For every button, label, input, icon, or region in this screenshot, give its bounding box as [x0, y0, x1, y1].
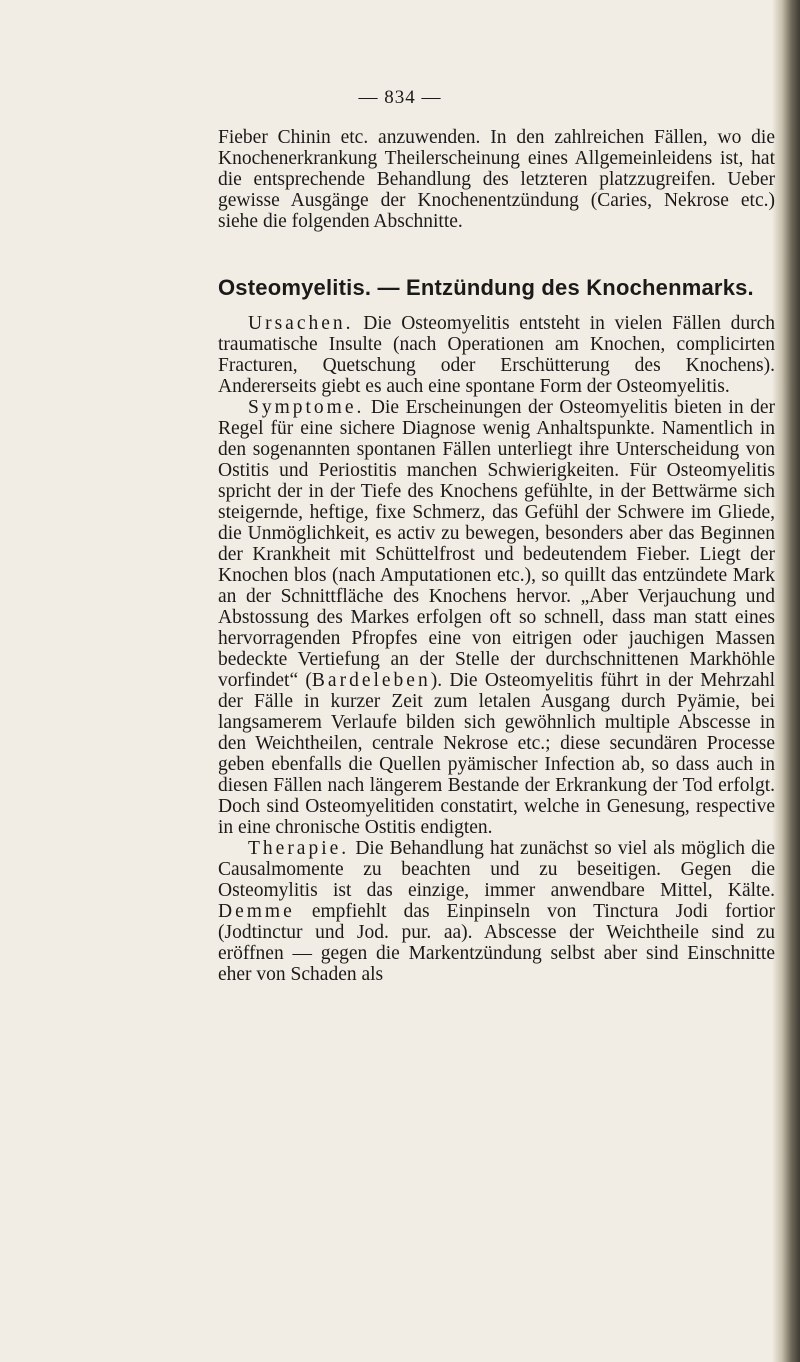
author-bardeleben: Bardeleben — [311, 670, 431, 691]
section-heading: Osteomyelitis. — Entzündung des Knochenmarks. — [218, 275, 754, 300]
text-therapie: Die Behandlung hat zunächst so viel als möglich die Causalmomente zu beachten und zu beseitigen. Gegen die Osteomylitis ist das einzige, immer anwendbare Mittel, Kälte. — [218, 838, 775, 901]
paragraph-ursachen — [218, 313, 775, 397]
term-ursachen: Ursachen. — [248, 313, 354, 334]
section-body — [218, 313, 775, 985]
text-symptome-after: ). Die Osteomyelitis führt in der Mehrzahl der Fälle in kurzer Zeit zum letalen Ausgang durch Pyämie, bei langsamerem Verlaufe bilden sich gewöhnlich multiple Abscesse in den Weichtheilen, centrale Nekrose etc.; diese secundären Processe geben ebenfalls die Quellen pyämischer Infection ab, so dass auch in diesen Fällen nach längerem Bestande der Erkrankung der Tod erfolgt. Doch sind Osteomyelitiden constatirt, welche in Genesung, respective in eine chronische Ostitis endigten. — [218, 670, 775, 838]
paragraph-therapie — [218, 838, 775, 985]
text-symptome: Die Erscheinungen der Osteomyelitis bieten in der Regel für eine sichere Diagnose wenig Anhaltspunkte. Namentlich in den sogenannten spontanen Fällen unterliegt ihre Unterscheidung von Ostitis und Periostitis manchen Schwierigkeiten. Für Osteomyelitis spricht der in der Tiefe des Knochens gefühlte, in der Bettwärme sich steigernde, heftige, fixe Schmerz, das Gefühl der Schwere im Gliede, die Unmöglichkeit, es activ zu bewegen, besonders aber das Beginnen der Krankheit mit Schüttelfrost und bedeutendem Fieber. Liegt der Knochen blos (nach Amputationen etc.), so quillt das entzündete Mark an der Schnittfläche des Knochens hervor. „Aber Verjauchung und Abstossung des Markes erfolgen oft so schnell, dass man statt eines hervorragenden Pfropfes eine von eitrigen oder jauchigen Massen bedeckte Vertiefung an der Stelle der durchschnittenen Markhöhle vorfindet“ ( — [218, 397, 775, 691]
text-therapie-after: empfiehlt das Einpinseln von Tinctura Jodi fortior (Jodtinctur und Jod. pur. aa). Abscesse der Weichtheile sind zu eröffnen — gegen die Markentzündung selbst aber sind Einschnitte eher von Schaden als — [218, 901, 775, 985]
term-therapie: Therapie. — [248, 838, 350, 859]
intro-paragraph: Fieber Chinin etc. anzuwenden. In den zahlreichen Fällen, wo die Knochenerkrankung Theilerscheinung eines Allgemeinleidens ist, hat die entsprechende Behandlung des letzteren platzzugreifen. Ueber gewisse Ausgänge der Knochenentzündung (Caries, Nekrose etc.) siehe die folgenden Abschnitte. — [218, 127, 775, 232]
paragraph-symptome — [218, 397, 775, 838]
term-symptome: Symptome. — [248, 397, 365, 418]
intro-paragraph-block — [218, 127, 775, 232]
page-edge-shadow — [772, 0, 800, 1362]
page-number: — 834 — — [358, 87, 442, 108]
author-demme: Demme — [218, 901, 295, 922]
text-ursachen: Die Osteomyelitis entsteht in vielen Fällen durch traumatische Insulte (nach Operationen am Knochen, complicirten Fracturen, Quetschung oder Erschütterung des Knochens). Andererseits giebt es auch eine spontane Form der Osteomyelitis. — [218, 313, 775, 397]
